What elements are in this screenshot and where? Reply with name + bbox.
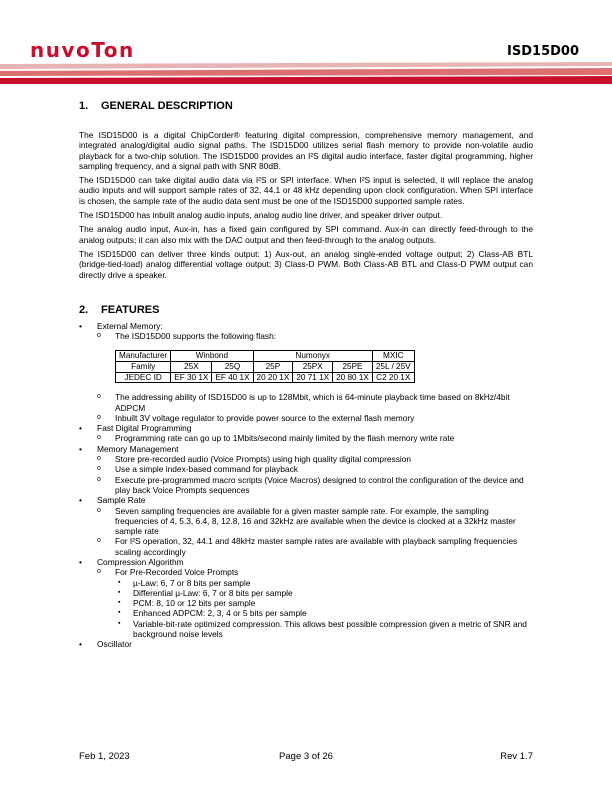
list-item: • External Memory: o The ISD15D00 supports the following flash: Manufacturer Winbond Numonyx MXIC Family 25X 25Q 25P 25PX 25PE 25L / 25V JEDEC ID EF 30 1X EF 40 1X 20 20 1X 20 71 1X 20 80 1X C2 20 1X o The addressing ability of ISD15D00 is up to 128Mbit, which is 64-minute playback time based on 8kHz/4bit ADPCM o Inbuilt 3V voltage regulator to provide power source to the external flash memory [79, 321, 533, 423]
list-item: o Use a simple index-based command for playback [97, 464, 533, 474]
list-item: ▪ µ-Law: 6, 7 or 8 bits per sample [115, 578, 533, 588]
list-item: • Compression Algorithm o For Pre-Recorded Voice Prompts ▪ µ-Law: 6, 7 or 8 bits per sample ▪ Differential µ-Law: 6, 7 or 8 bits per sample ▪ PCM: 8, 10 or 12 bits per sample ▪ Enhanced ADPCM: 2, 3, 4 or 5 bits per sample ▪ Variable-bit-rate optimized compression. This allows best possible compression given a metric of SNR and background noise levels [79, 557, 533, 639]
list-item: ▪ Variable-bit-rate optimized compression. This allows best possible compression given a metric of SNR and background noise levels [115, 619, 533, 640]
table-row: JEDEC ID EF 30 1X EF 40 1X 20 20 1X 20 71 1X 20 80 1X C2 20 1X [116, 372, 415, 383]
document-id: ISD15D00 [507, 44, 579, 59]
paragraph: The ISD15D00 can take digital audio data via I²S or SPI interface. When I²S input is selected, it will replace the analog audio inputs and will support sample rates of 32, 44.1 or 48 kHz depending upon clock configuration. When SPI interface is chosen, the sample rate of the audio data sent must be one of the ISD15D00 supported sample rates. [79, 175, 533, 206]
nuvoton-logo: nuvoTon [30, 38, 135, 62]
list-item: • Memory Management o Store pre-recorded audio (Voice Prompts) using high quality digital compression o Use a simple index-based command for playback o Execute pre-programmed macro scripts (Voice Macros) designed to control the configuration of the device and play back Voice Prompts sequences [79, 444, 533, 495]
paragraph: The ISD15D00 has inbuilt analog audio inputs, analog audio line driver, and speaker driver output. [79, 210, 443, 221]
page-content [79, 100, 533, 650]
list-item: • Fast Digital Programming o Programming rate can go up to 1Mbits/second mainly limited by the flash memory write rate [79, 423, 533, 444]
section-1-heading: 1. GENERAL DESCRIPTION [79, 100, 233, 112]
footer-revision: Rev 1.7 [500, 751, 533, 762]
list-item: o The ISD15D00 supports the following flash: Manufacturer Winbond Numonyx MXIC Family 25X 25Q 25P 25PX 25PE 25L / 25V JEDEC ID EF 30 1X EF 40 1X 20 20 1X 20 71 1X 20 80 1X C2 20 1X [97, 331, 533, 383]
table-row: Manufacturer Winbond Numonyx MXIC [116, 351, 415, 362]
list-item: o The addressing ability of ISD15D00 is up to 128Mbit, which is 64-minute playback time based on 8kHz/4bit ADPCM [97, 392, 533, 413]
list-item: • Sample Rate o Seven sampling frequencies are available for a given master sample rate. For example, the sampling frequencies of 4, 5.3, 6.4, 8, 12.8, 16 and 32kHz are available when the device is clocked at a 32kHz master sample rate o For I²S operation, 32, 44.1 and 48kHz master sample rates are available with playback sampling frequencies scaling accordingly [79, 495, 533, 557]
header-band [0, 62, 612, 86]
table-row: Family 25X 25Q 25P 25PX 25PE 25L / 25V [116, 362, 415, 373]
list-item: o Seven sampling frequencies are available for a given master sample rate. For example, the sampling frequencies of 4, 5.3, 6.4, 8, 12.8, 16 and 32kHz are available when the device is clocked at a 32kHz master sample rate [97, 506, 533, 537]
list-item: o For I²S operation, 32, 44.1 and 48kHz master sample rates are available with playback sampling frequencies scaling accordingly [97, 536, 533, 557]
list-item: ▪ Enhanced ADPCM: 2, 3, 4 or 5 bits per sample [115, 608, 533, 618]
list-item: o For Pre-Recorded Voice Prompts ▪ µ-Law: 6, 7 or 8 bits per sample ▪ Differential µ-Law: 6, 7 or 8 bits per sample ▪ PCM: 8, 10 or 12 bits per sample ▪ Enhanced ADPCM: 2, 3, 4 or 5 bits per sample ▪ Variable-bit-rate optimized compression. This allows best possible compression given a metric of SNR and background noise levels [97, 567, 533, 639]
list-item: o Store pre-recorded audio (Voice Prompts) using high quality digital compression [97, 454, 533, 464]
footer-page-number: Page 3 of 26 [279, 751, 333, 762]
list-item: • Oscillator [79, 639, 533, 649]
section-2-heading: 2. FEATURES [79, 303, 160, 316]
list-item: o Inbuilt 3V voltage regulator to provide power source to the external flash memory [97, 413, 533, 423]
footer-date: Feb 1, 2023 [79, 751, 130, 762]
paragraph: The analog audio input, Aux-in, has a fixed gain configured by SPI command. Aux-in can directly feed-through to the analog outputs; it can also mix with the DAC output and then feed-through to the analog outputs. [79, 224, 533, 245]
list-item: ▪ Differential µ-Law: 6, 7 or 8 bits per sample [115, 588, 533, 598]
list-item: o Execute pre-programmed macro scripts (Voice Macros) designed to control the configuration of the device and play back Voice Prompts sequences [97, 475, 533, 496]
flash-support-table [115, 350, 415, 383]
list-item: ▪ PCM: 8, 10 or 12 bits per sample [115, 598, 533, 608]
features-list [79, 321, 533, 650]
paragraph: The ISD15D00 is a digital ChipCorder® featuring digital compression, comprehensive memory management, and integrated analog/digital audio signal paths. The ISD15D00 utilizes serial flash memory to provide non-volatile audio playback for a two-chip solution. The ISD15D00 provides an I²S digital audio interface, faster digital programming, higher sampling frequency, and a signal path with SNR 80dB. [79, 130, 533, 171]
list-item: o Programming rate can go up to 1Mbits/second mainly limited by the flash memory write rate [97, 433, 533, 443]
paragraph: The ISD15D00 can deliver three kinds output: 1) Aux-out, an analog single-ended voltage output; 2) Class-AB BTL (bridge-tied-load) analog differential voltage output; 3) Class-D PWM. Both Class-AB BTL and Class-D PWM output can directly drive a speaker. [79, 248, 533, 280]
